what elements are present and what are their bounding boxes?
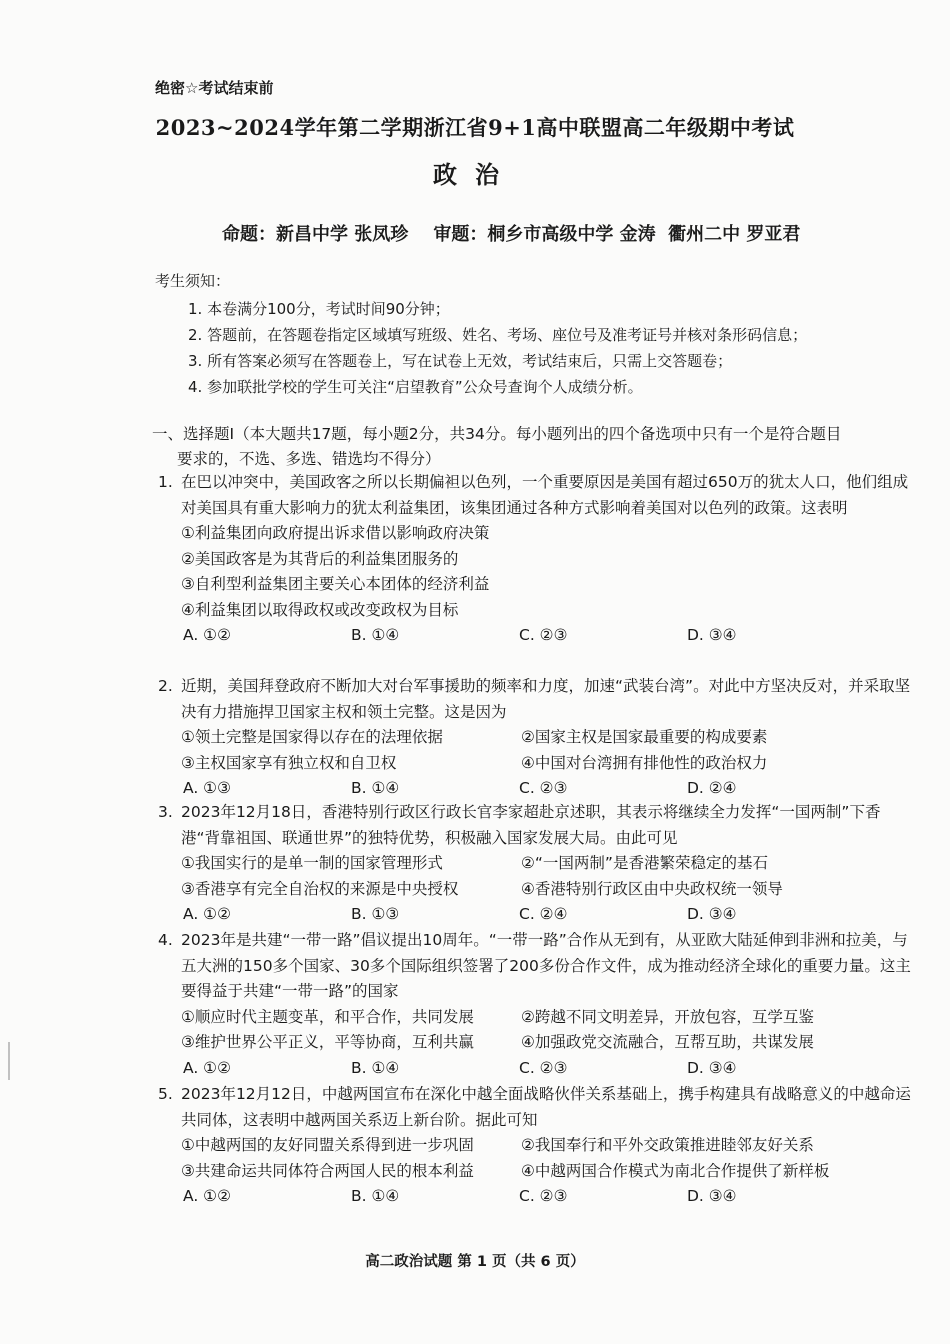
choice-a: A. ①③ — [183, 779, 231, 797]
choice-b: B. ①④ — [351, 626, 400, 644]
statement-option: ④中越两国合作模式为南北合作提供了新样板 — [521, 1161, 830, 1180]
statement-option: ④利益集团以取得政权或改变政权为目标 — [181, 600, 459, 619]
statement-row — [158, 1030, 918, 1056]
statement-row — [158, 725, 918, 751]
question-stem — [158, 800, 918, 851]
section-heading — [152, 422, 917, 472]
statement-row — [158, 851, 918, 877]
question-number: 3. — [158, 803, 173, 821]
scan-artifact — [8, 1042, 10, 1080]
answer-choices — [158, 623, 918, 649]
answer-choices — [158, 1184, 918, 1210]
notice-item: 1. 本卷满分100分，考试时间90分钟； — [188, 300, 450, 318]
statement-option: ④香港特别行政区由中央政权统一领导 — [521, 879, 783, 898]
statement-row — [158, 877, 918, 903]
answer-choices — [158, 1056, 918, 1082]
question-number: 4. — [158, 931, 173, 949]
statement-option: ①我国实行的是单一制的国家管理形式 — [181, 854, 443, 872]
question-number: 5. — [158, 1085, 173, 1103]
choice-c: C. ②③ — [519, 779, 568, 797]
statement-row — [158, 1159, 918, 1185]
question-5 — [158, 1082, 918, 1210]
question-stem — [158, 470, 918, 521]
statement-row — [158, 1133, 918, 1159]
exam-title: 2023~2024学年第二学期浙江省9+1高中联盟高二年级期中考试 — [155, 115, 795, 140]
choice-b: B. ①④ — [351, 779, 400, 797]
statement-option: ②我国奉行和平外交政策推进睦邻友好关系 — [521, 1136, 814, 1154]
statement-option: ①利益集团向政府提出诉求借以影响政府决策 — [181, 524, 490, 542]
choice-d: D. ③④ — [687, 1187, 737, 1205]
choice-d: D. ③④ — [687, 1058, 737, 1077]
question-text: 2023年12月18日，香港特别行政区行政长官李家超赴京述职，其表示将继续全力发挥“一国两制”下香港“背靠祖国、联通世界”的独特优势，积极融入国家发展大局。由此可见 — [181, 803, 881, 847]
choice-a: A. ①② — [183, 1058, 231, 1077]
question-text: 近期，美国拜登政府不断加大对台军事援助的频率和力度，加速“武装台湾”。对此中方坚决反对，并采取坚决有力措施捍卫国家主权和领土完整。这是因为 — [181, 677, 911, 721]
choice-c: C. ②③ — [519, 626, 568, 644]
question-1 — [158, 470, 918, 649]
section-line-2: 要求的，不选、多选、错选均不得分） — [177, 450, 441, 468]
question-text: 2023年是共建“一带一路”倡议提出10周年。“一带一路”合作从无到有，从亚欧大陆延伸到非洲和拉美，与五大洲的150多个国家、30多个国际组织签署了200多份合作文件，成为推动经济全球化的重要力量。这主要得益于共建“一带一路”的国家 — [181, 931, 911, 1000]
authors-line: 命题：新昌中学 张凤珍 审题：桐乡市高级中学 金涛 衢州二中 罗亚君 — [222, 224, 801, 245]
question-3 — [158, 800, 918, 928]
choice-b: B. ①④ — [351, 1187, 400, 1205]
question-number: 2. — [158, 677, 173, 695]
statement-option: ③共建命运共同体符合两国人民的根本利益 — [181, 1161, 474, 1180]
statement-option: ②跨越不同文明差异，开放包容，互学互鉴 — [521, 1007, 814, 1026]
section-line-1: 一、选择题Ⅰ（本大题共17题，每小题2分，共34分。每小题列出的四个备选项中只有一个是符合题目 — [152, 425, 842, 443]
statement-option: ③维护世界公平正义，平等协商，互利共赢 — [181, 1033, 474, 1051]
question-4 — [158, 928, 918, 1081]
statement-option: ②美国政客是为其背后的利益集团服务的 — [181, 549, 459, 568]
statement-row — [158, 751, 918, 777]
secret-label: 绝密☆考试结束前 — [155, 79, 274, 97]
statement-option: ④中国对台湾拥有排他性的政治权力 — [521, 753, 768, 772]
choice-d: D. ③④ — [687, 905, 737, 923]
notice-item: 4. 参加联批学校的学生可关注“启望教育”公众号查询个人成绩分析。 — [188, 378, 643, 396]
question-stem — [158, 1082, 918, 1133]
choice-c: C. ②③ — [519, 1187, 568, 1205]
choice-a: A. ①② — [183, 1187, 231, 1205]
answer-choices — [158, 902, 918, 928]
statement-option: ③香港享有完全自治权的来源是中央授权 — [181, 879, 459, 898]
question-number: 1. — [158, 473, 173, 491]
question-2 — [158, 674, 918, 802]
statement-option: ①领土完整是国家得以存在的法理依据 — [181, 728, 443, 746]
notice-item: 3. 所有答案必须写在答题卷上，写在试卷上无效，考试结束后，只需上交答题卷； — [188, 352, 733, 370]
choice-a: A. ①② — [183, 626, 231, 644]
choice-b: B. ①③ — [351, 905, 400, 923]
choice-a: A. ①② — [183, 905, 231, 923]
statement-option: ①中越两国的友好同盟关系得到进一步巩固 — [181, 1136, 474, 1154]
statement-row — [158, 1005, 918, 1031]
statement-option: ④加强政党交流融合，互帮互助，共谋发展 — [521, 1033, 814, 1051]
choice-c: C. ②④ — [519, 905, 568, 923]
statement-option: ③自利型利益集团主要关心本团体的经济利益 — [181, 575, 490, 593]
statement-option: ①顺应时代主题变革，和平合作，共同发展 — [181, 1007, 474, 1026]
choice-c: C. ②③ — [519, 1058, 568, 1077]
subject-title: 政治 — [433, 160, 517, 189]
question-text: 在巴以冲突中，美国政客之所以长期偏袒以色列，一个重要原因是美国有超过650万的犹太人口，他们组成对美国具有重大影响力的犹太利益集团，该集团通过各种方式影响着美国对以色列的政策。这表明 — [181, 473, 909, 517]
question-stem — [158, 674, 918, 725]
notice-list — [188, 296, 807, 400]
statement-option: ②国家主权是国家最重要的构成要素 — [521, 728, 768, 746]
question-stem — [158, 928, 918, 1005]
statement-option: ③主权国家享有独立权和自卫权 — [181, 753, 397, 772]
question-text: 2023年12月12日，中越两国宣布在深化中越全面战略伙伴关系基础上，携手构建具有战略意义的中越命运共同体，这表明中越两国关系迈上新台阶。据此可知 — [181, 1085, 911, 1129]
page-footer: 高二政治试题 第 1 页（共 6 页） — [365, 1254, 585, 1270]
notice-title: 考生须知： — [155, 272, 231, 290]
statement-option: ②“一国两制”是香港繁荣稳定的基石 — [521, 854, 768, 872]
answer-choices — [158, 776, 918, 802]
choice-d: D. ②④ — [687, 779, 737, 797]
notice-item: 2. 答题前，在答题卷指定区域填写班级、姓名、考场、座位号及准考证号并核对条形码信息； — [188, 326, 808, 344]
choice-b: B. ①④ — [351, 1058, 400, 1077]
choice-d: D. ③④ — [687, 626, 737, 644]
